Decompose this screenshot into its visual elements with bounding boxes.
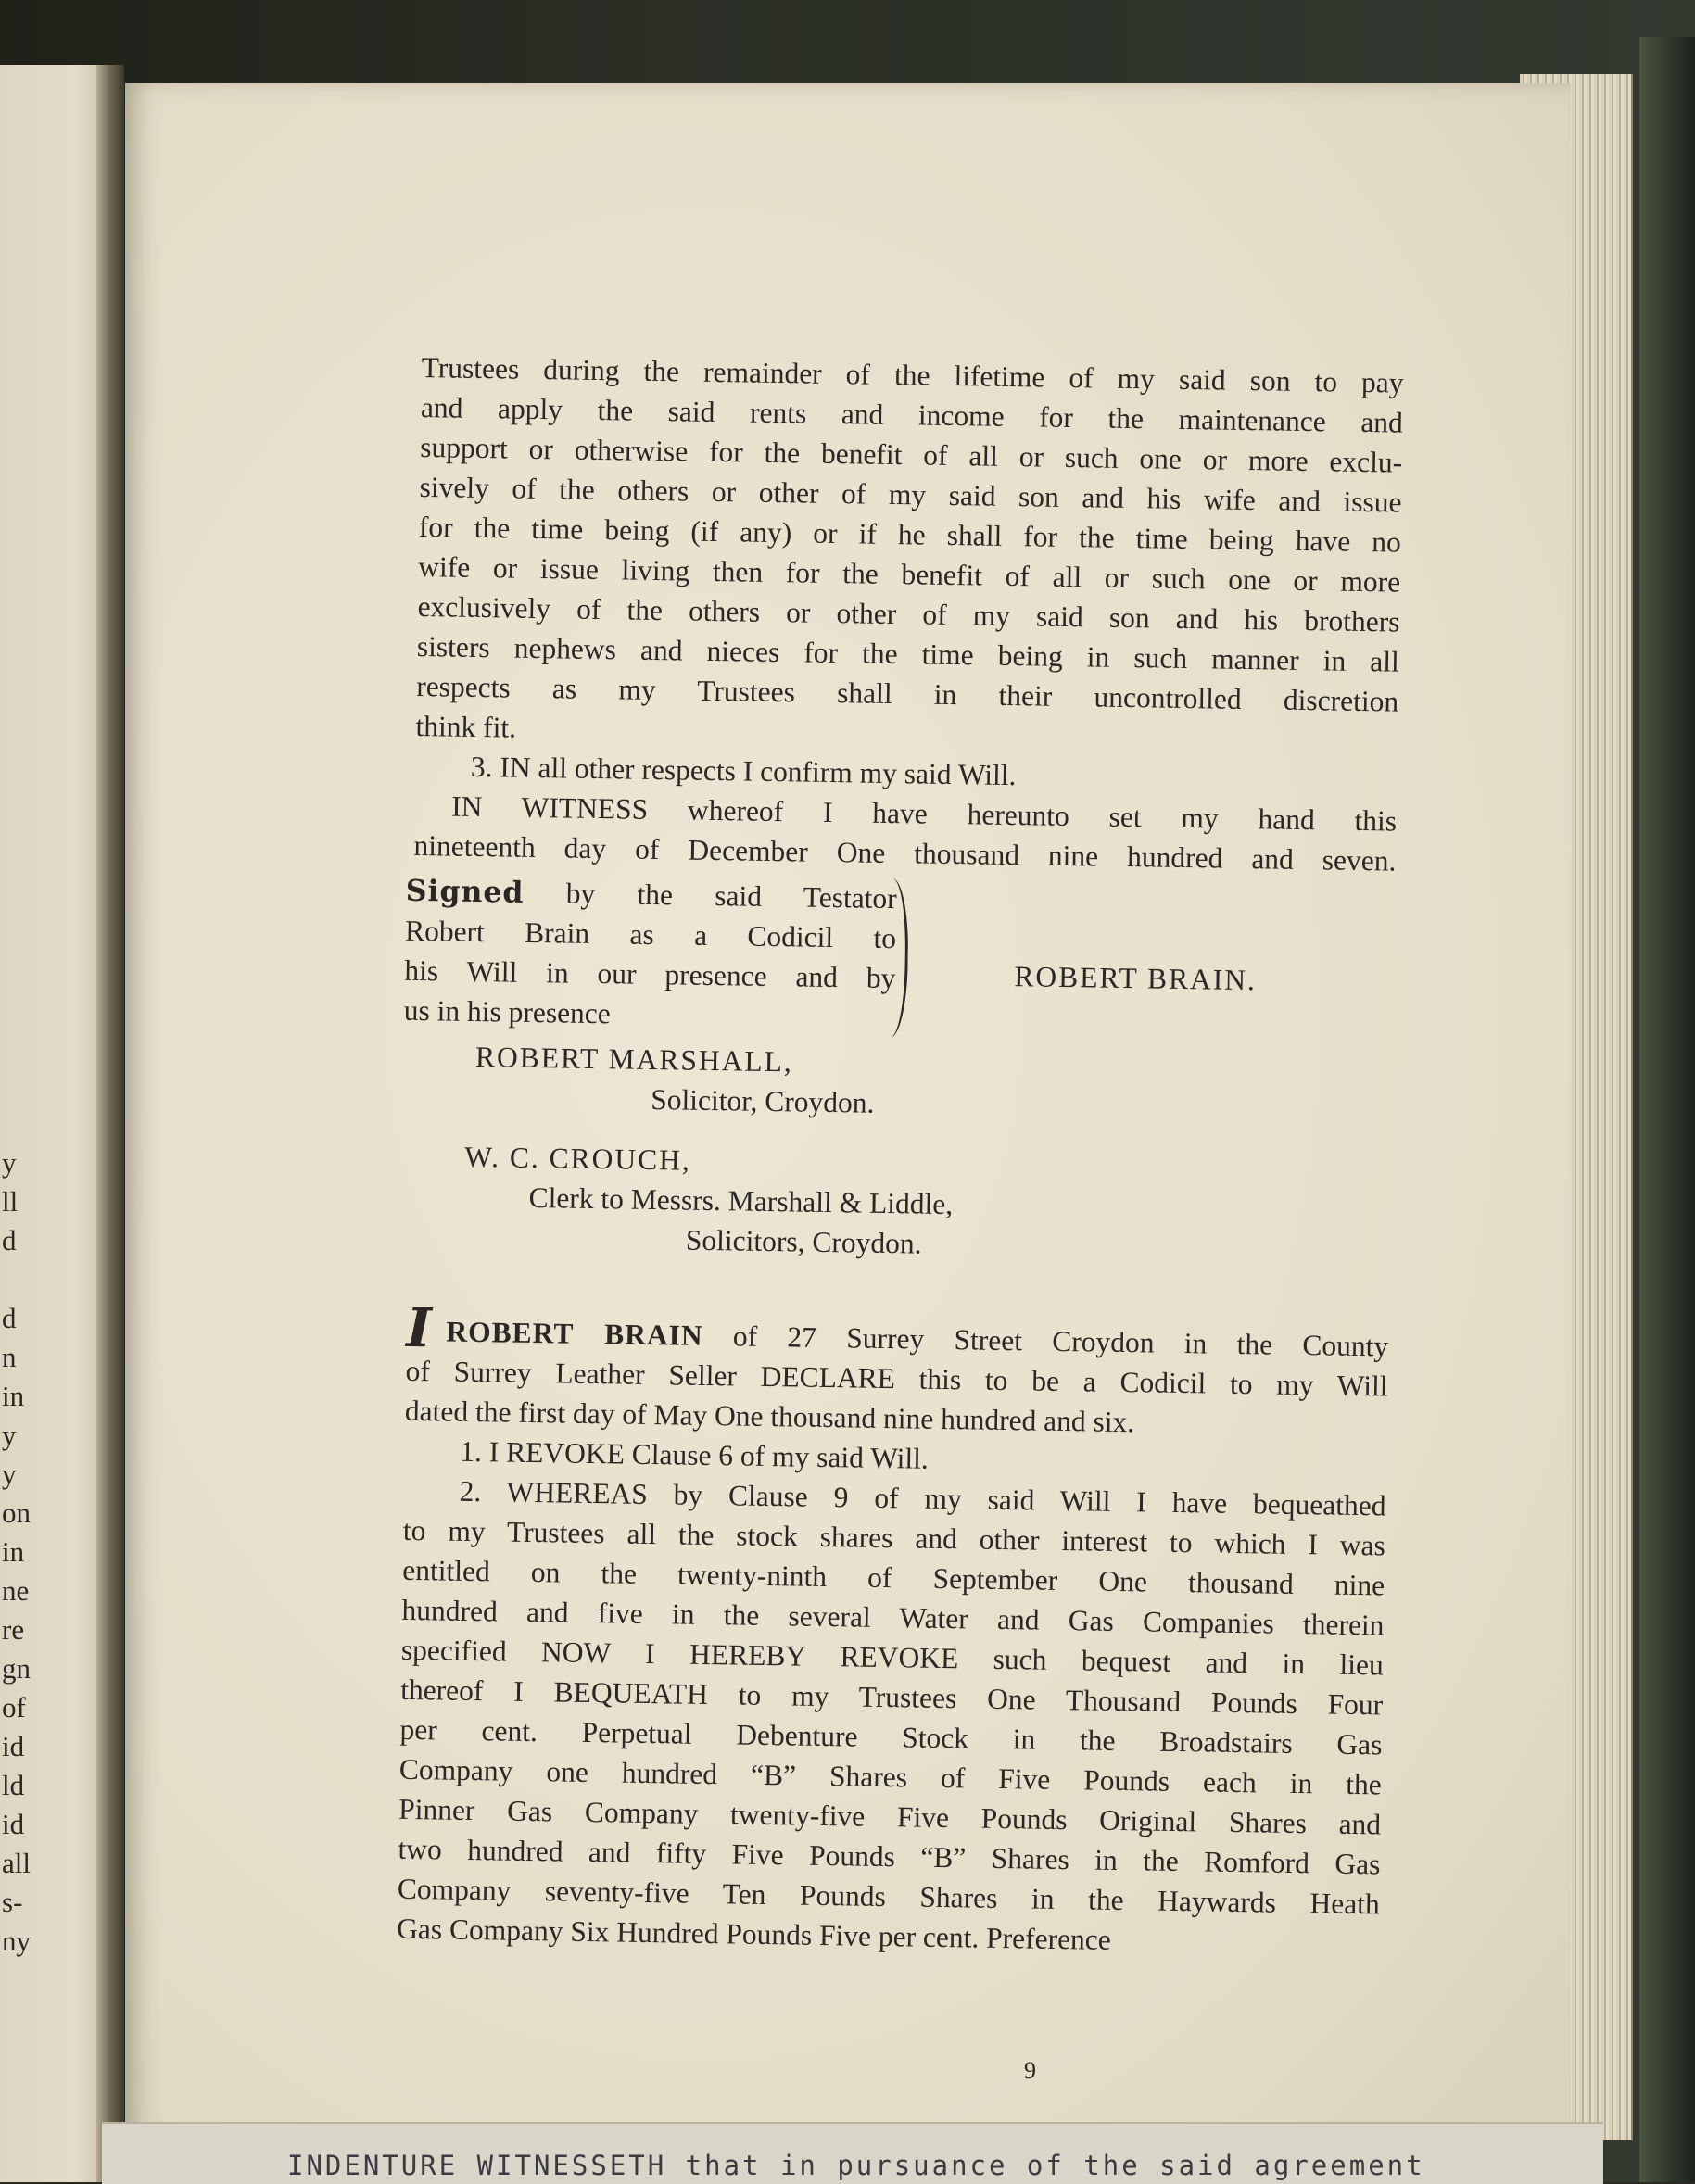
attestation-line-text: by the said Testator (524, 876, 897, 915)
left-page-fragment: re (2, 1613, 25, 1646)
codicil-intro-line: of Surrey Leather Seller DECLARE this to be a Codicil to my Will (405, 1354, 1388, 1403)
text-line: Gas Company Six Hundred Pounds Five per cent. Preference (396, 1912, 1112, 1956)
text-line: 2. WHEREAS by Clause 9 of my said Will I have bequeathed (459, 1474, 1386, 1522)
text-line: two hundred and fifty Five Pounds “B” Shares in the Romford Gas (398, 1832, 1381, 1881)
left-page-fragment: all (2, 1847, 31, 1879)
left-page-fragment: y (2, 1458, 17, 1490)
text-line: exclusively of the others or other of my said son and his brothers (417, 589, 1400, 638)
left-page-fragment: gn (2, 1652, 31, 1685)
witness-1-name: ROBERT MARSHALL, (474, 1041, 794, 1079)
text-line: Trustees during the remainder of the lifetime of my said son to pay (421, 350, 1404, 399)
text-line: hundred and five in the several Water and Gas Companies therein (401, 1593, 1385, 1642)
left-page-fragment: of (2, 1691, 26, 1723)
witness-2-name: W. C. CROUCH, (464, 1140, 692, 1177)
drop-cap: I (405, 1295, 433, 1360)
text-line: for the time being (if any) or if he shall for the time being have no (418, 510, 1402, 559)
text-line: respects as my Trustees shall in their uncontrolled discretion (415, 669, 1399, 718)
left-page-fragment: id (2, 1730, 25, 1762)
left-page-text-fragments (0, 1143, 56, 1961)
text-line: wife or issue living then for the benefit of all or such one or more (418, 549, 1401, 599)
codicil-clause-1-text: 1. I REVOKE Clause 6 of my said Will. (460, 1434, 930, 1475)
text-line: think fit. (415, 709, 517, 744)
in-witness-paragraph (413, 786, 1397, 881)
text-line: specified NOW I HEREBY REVOKE such bequest and in lieu (400, 1633, 1385, 1682)
left-page-fragment: id (2, 1808, 25, 1840)
text-line: to my Trustees all the stock shares and other interest to which I was (402, 1513, 1386, 1562)
text-line: Company seventy-five Ten Pounds Shares in the Haywards Heath (397, 1872, 1381, 1921)
left-page-fragment: ne (2, 1574, 30, 1607)
document-body (397, 347, 1404, 1963)
witness-1-role: Solicitor, Croydon. (651, 1082, 875, 1119)
text-line: and apply the said rents and income for the maintenance and (420, 390, 1404, 439)
left-page-fragment: ny (2, 1925, 31, 1957)
testator-signature: ROBERT BRAIN. (1014, 960, 1258, 997)
text-line: thereof I BEQUEATH to my Trustees One Thousand Pounds Four (399, 1673, 1384, 1722)
left-page-fragment: ld (2, 1769, 25, 1801)
text-line: Pinner Gas Company twenty-five Five Pounds Original Shares and (398, 1792, 1382, 1841)
left-page-fragment: ll (2, 1185, 19, 1218)
signed-word: Signed (405, 873, 525, 910)
text-line: sisters nephews and nieces for the time being in such manner in all (416, 629, 1400, 678)
text-line: per cent. Perpetual Debenture Stock in the Broadstairs Gas (399, 1712, 1383, 1761)
codicil-clause-2 (397, 1471, 1386, 1964)
in-witness-line: nineteenth day of December One thousand nine hundred and seven. (413, 828, 1397, 877)
codicil-intro-line: dated the first day of May One thousand nine hundred and six. (404, 1394, 1135, 1439)
left-page-fragment: in (2, 1535, 25, 1568)
text-line: support or otherwise for the benefit of all or such one or more exclu- (420, 430, 1403, 479)
page-number: 9 (1024, 2057, 1036, 2084)
testator-name: ROBERT BRAIN (446, 1315, 703, 1352)
paragraph-trustees (415, 347, 1404, 762)
left-page-fragment: y (2, 1146, 17, 1179)
page-gutter (96, 65, 124, 2182)
left-page-fragment: d (2, 1302, 17, 1334)
left-page-fragment: y (2, 1419, 17, 1451)
left-page-fragment: on (2, 1496, 31, 1529)
witness-2-role: Solicitors, Croydon. (685, 1223, 922, 1260)
left-page-fragment: s- (2, 1886, 23, 1918)
witness-2-role: Clerk to Messrs. Marshall & Liddle, (528, 1180, 954, 1221)
attestation-line: Robert Brain as a Codicil to (404, 914, 897, 955)
left-page-fragment (0, 1260, 56, 1299)
in-witness-line: IN WITNESS whereof I have hereunto set my hand this (450, 789, 1398, 838)
left-page-fragment: d (2, 1224, 17, 1256)
left-page-fragment: n (2, 1341, 17, 1373)
left-page-fragment: in (2, 1380, 25, 1412)
text-line: sively of the others or other of my said son and his wife and issue (419, 470, 1402, 519)
text-line: entitled on the twenty-ninth of September One thousand nine (401, 1553, 1385, 1602)
signature-block (403, 871, 1396, 1044)
attestation-line: us in his presence (403, 993, 612, 1030)
clause-3-text: 3. IN all other respects I confirm my said Will. (470, 750, 1017, 792)
typed-sheet-line: INDENTURE WITNESSETH that in pursuance of the said agreement (287, 2150, 1425, 2181)
book-spine-edge (1639, 37, 1695, 2182)
codicil-intro (404, 1295, 1389, 1446)
text-line: Company one hundred “B” Shares of Five Pounds each in the (398, 1752, 1383, 1801)
codicil-intro-text: of 27 Surrey Street Croydon in the County (702, 1319, 1389, 1363)
attestation-line: his Will in our presence and by (404, 953, 896, 995)
attestation-clause (403, 871, 909, 1039)
